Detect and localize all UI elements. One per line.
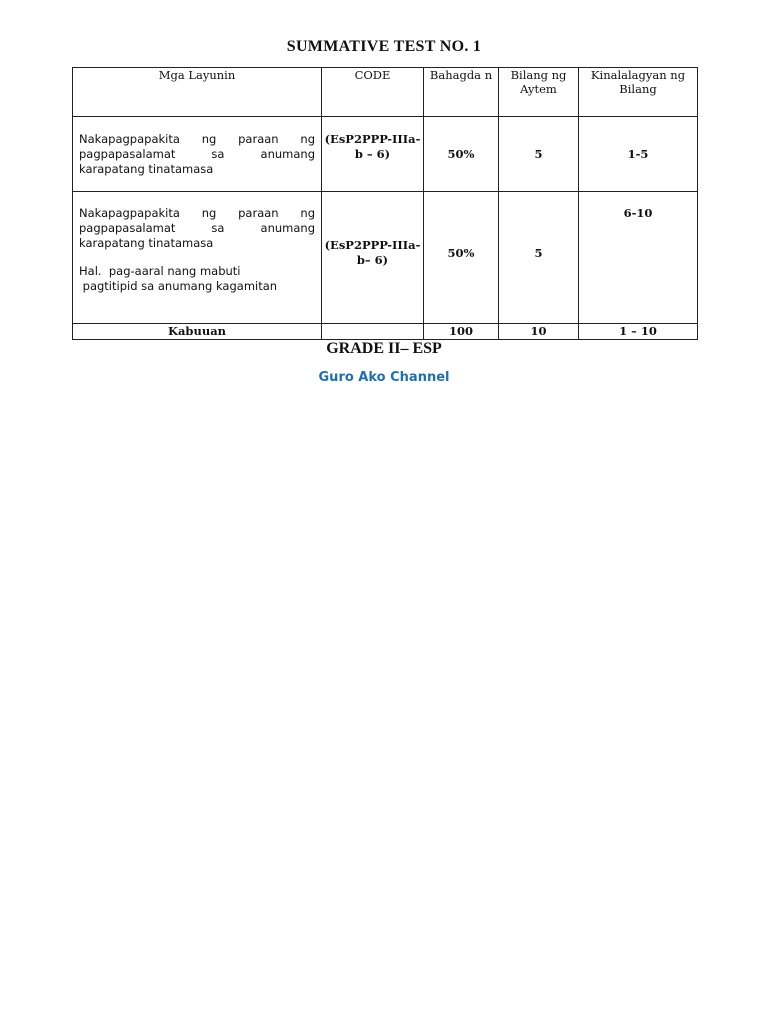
objective-cell [73, 117, 322, 192]
table-footer-row [73, 324, 698, 340]
code-cell: (EsP2PPP-IIIa-b – 6) [322, 117, 424, 192]
table-header-row [73, 68, 698, 117]
objective-text: Nakapagpapakita ng paraan ng pagpapasalamat sa anumang karapatang tinatamasa [79, 206, 315, 250]
footer-label: Kabuuan [73, 324, 322, 340]
document-title: SUMMATIVE TEST NO. 1 [286, 38, 482, 55]
grade-subject-label: GRADE II– ESP [326, 340, 442, 357]
objective-text: Nakapagpapakita ng paraan ng pagpapasalamat sa anumang karapatang tinatamasa [79, 131, 315, 176]
header-placement: Kinalalagyan ng Bilang [579, 68, 698, 117]
percent-cell: 50% [424, 192, 499, 324]
placement-cell: 1-5 [579, 117, 698, 192]
table-row [73, 117, 698, 192]
header-items: Bilang ng Aytem [499, 68, 579, 117]
footer-code [322, 324, 424, 340]
percent-cell: 50% [424, 117, 499, 192]
objective-cell [73, 192, 322, 324]
channel-credit: Guro Ako Channel [318, 370, 450, 385]
footer-percent: 100 [424, 324, 499, 340]
table-of-specifications [72, 67, 698, 340]
footer-items: 10 [499, 324, 579, 340]
header-percent: Bahagda n [424, 68, 499, 117]
header-code: CODE [322, 68, 424, 117]
items-cell: 5 [499, 192, 579, 324]
example-line: Hal. pag-aaral nang mabuti [79, 264, 241, 278]
header-objectives: Mga Layunin [73, 68, 322, 117]
table-row [73, 192, 698, 324]
items-cell: 5 [499, 117, 579, 192]
placement-cell: 6-10 [579, 192, 698, 324]
code-cell: (EsP2PPP-IIIa-b– 6) [322, 192, 424, 324]
objective-block [73, 192, 321, 294]
objective-example [79, 264, 315, 294]
example-line: pagtitipid sa anumang kagamitan [79, 279, 278, 293]
footer-placement: 1 – 10 [579, 324, 698, 340]
